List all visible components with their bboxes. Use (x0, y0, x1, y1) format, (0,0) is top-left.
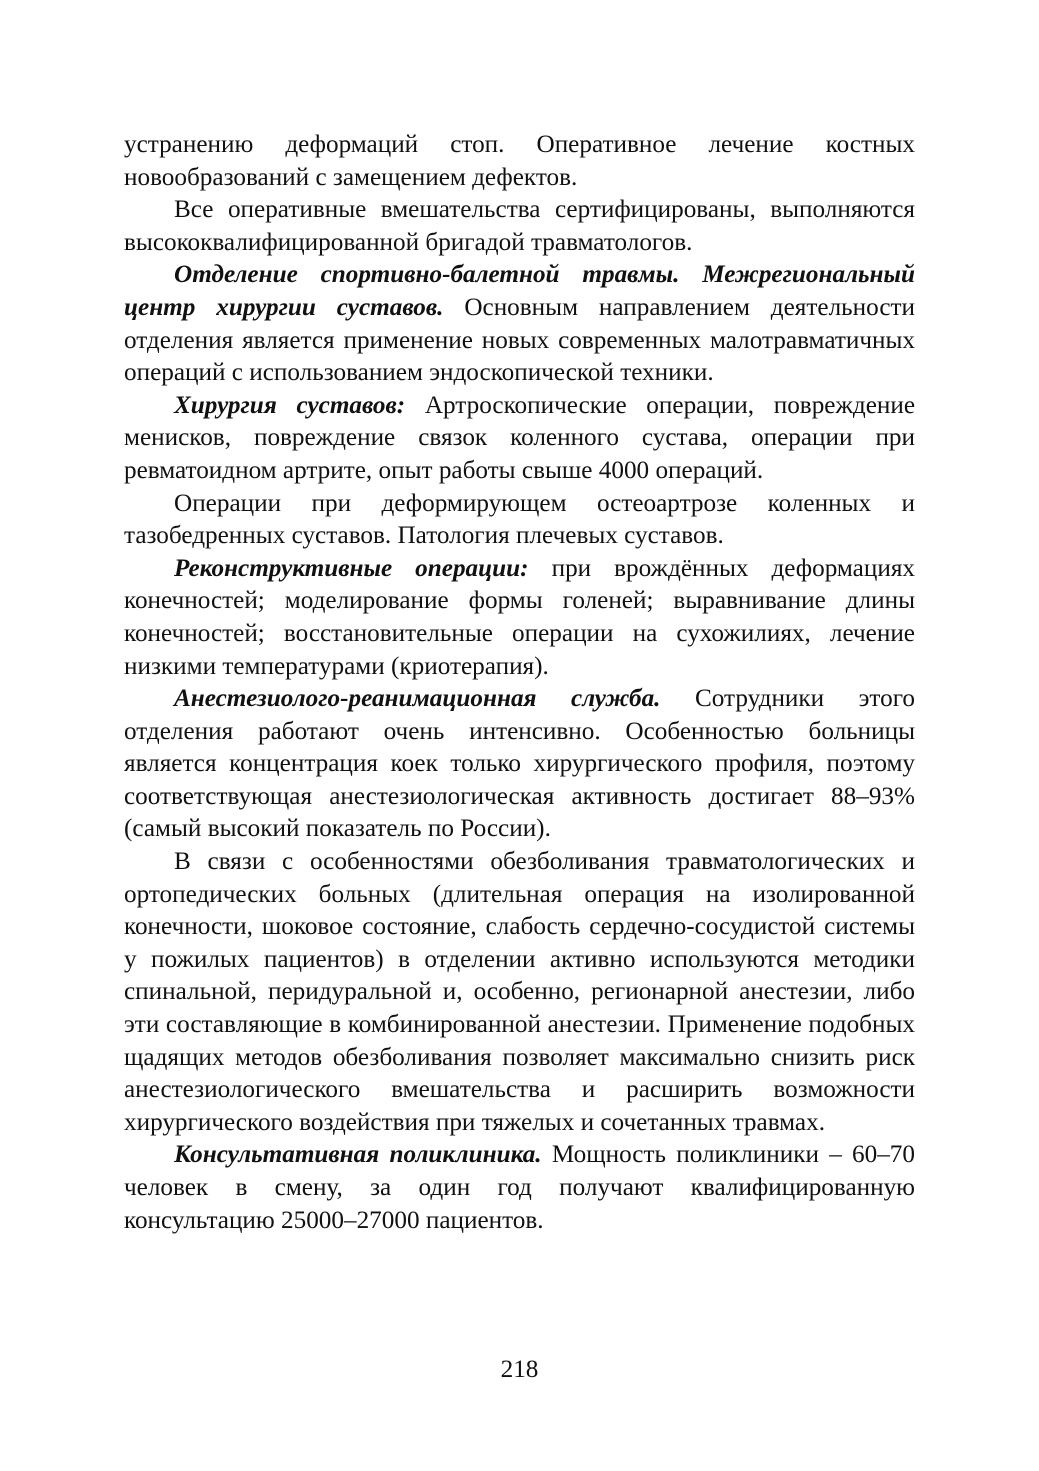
section-heading: Анестезиолого-реанимационная служба. (174, 685, 661, 713)
page-number: 218 (500, 1356, 539, 1383)
paragraph-text: Мощность поликлиники – 60–70 человек в смену, за один год получают квалифицированную консультацию 25000–27000 пациентов. (124, 1141, 915, 1234)
paragraph-reconstructive-operations (124, 553, 915, 683)
paragraph-joint-surgery (124, 390, 915, 488)
paragraph-text: Все оперативные вмешательства сертифицированы, выполняются высококвалифицированной бригадой травматологов. (124, 196, 915, 256)
paragraph-text: В связи с особенностями обезболивания травматологических и ортопедических больных (длительная операция на изолированной конечности, шоковое состояние, слабость сердечно-сосудистой системы у пожилых пациентов) в отделении активно используются методики спинальной, перидуральной и, особенно, регионарной анестезии, либо эти составляющие в комбинированной анестезии. Применение подобных щадящих методов обезболивания позволяет максимально снизить риск анестезиологического вмешательства и расширить возможности хирургического воздействия при тяжелых и сочетанных травмах. (124, 848, 915, 1136)
paragraph-text: Сотрудники этого отделения работают очень интенсивно. Особенностью больницы является концентрация коек только хирургического профиля, поэтому соответствующая анестезиологическая активность достигает 88–93% (самый высокий показатель по России). (124, 685, 915, 843)
paragraph-text: Операции при деформирующем остеоартрозе коленных и тазобедренных суставов. Патология плечевых суставов. (124, 489, 915, 550)
paragraph-text: Основным направлением деятельности отделения является применение новых современных малотравматичных операций с использованием эндоскопической техники. (124, 293, 915, 387)
paragraph-text: Артроскопические операции, повреждение менисков, повреждение связок коленного сустава, операции при ревматоидном артрите, опыт работы свыше 4000 операций. (124, 391, 916, 484)
paragraph-osteoarthrosis (124, 488, 915, 553)
paragraph-feet-surgery (124, 129, 915, 194)
paragraph-sports-ballet-trauma (124, 259, 915, 389)
paragraph-anesthesiology (124, 683, 915, 846)
paragraph-text: устранению деформаций стоп. Оперативное лечение костных новообразований с замещением дефектов. (124, 131, 915, 191)
section-heading: Реконструктивные операции: (174, 554, 529, 582)
paragraph-polyclinic (124, 1139, 915, 1237)
section-heading: Отделение спортивно-балетной травмы. Межрегиональный центр хирургии суставов. (124, 261, 915, 321)
paragraph-anesthesia-methods (124, 846, 915, 1139)
page-body (124, 129, 915, 1237)
paragraph-text: при врождённых деформациях конечностей; моделирование формы голеней; выравнивание длины конечностей; восстановительные операции на сухожилиях, лечение низкими температурами (криотерапия). (124, 554, 916, 680)
section-heading: Хирургия суставов: (174, 391, 406, 419)
section-heading: Консультативная поликлиника. (174, 1141, 542, 1169)
paragraph-certification (124, 194, 915, 259)
